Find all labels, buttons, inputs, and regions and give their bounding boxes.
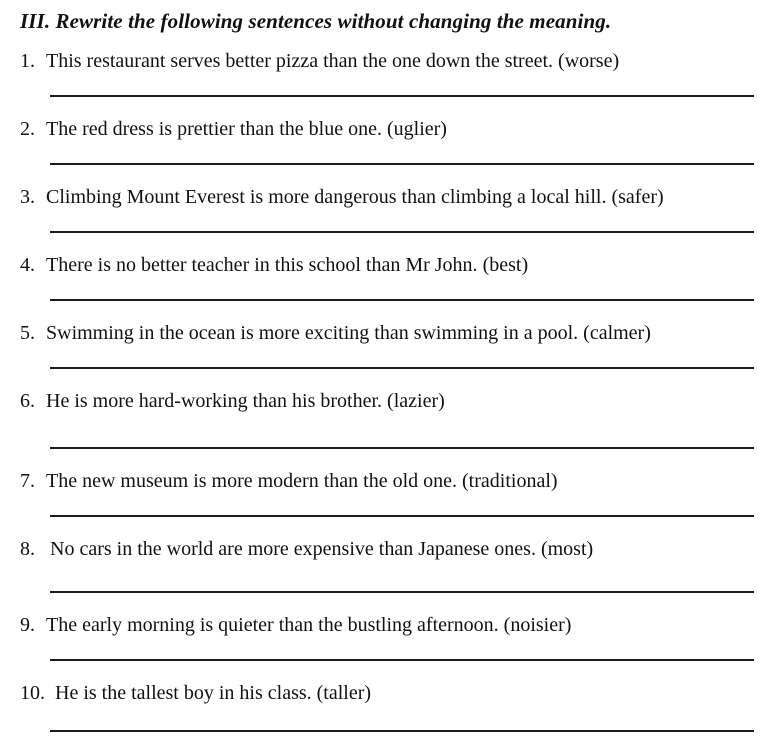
exercise-item-5 xyxy=(20,320,754,369)
sentence-text: The red dress is prettier than the blue one. xyxy=(46,118,382,140)
answer-blank-line-2[interactable] xyxy=(50,163,754,165)
hint-word: (noisier) xyxy=(503,614,572,636)
answer-blank-line-9[interactable] xyxy=(50,659,754,661)
sentence-text: There is no better teacher in this school than Mr John. xyxy=(46,254,478,276)
exercise-item-3 xyxy=(20,184,754,233)
hint-word: (taller) xyxy=(316,682,372,704)
sentence-row xyxy=(20,184,754,211)
item-number: 9. xyxy=(20,614,35,636)
sentence-row xyxy=(20,252,754,279)
hint-word: (most) xyxy=(540,538,594,560)
hint-word: (worse) xyxy=(558,50,620,72)
answer-blank-line-6[interactable] xyxy=(50,447,754,449)
exercise-item-2 xyxy=(20,116,754,165)
sentence-text: The new museum is more modern than the old one. xyxy=(46,470,458,492)
answer-blank-line-7[interactable] xyxy=(50,515,754,517)
sentence-row xyxy=(20,116,754,143)
answer-blank-line-5[interactable] xyxy=(50,367,754,369)
answer-blank-line-1[interactable] xyxy=(50,95,754,97)
exercise-title: III. Rewrite the following sentences without changing the meaning. xyxy=(20,9,612,33)
sentence-text: No cars in the world are more expensive than Japanese ones. xyxy=(50,538,536,560)
sentence-text: He is more hard-working than his brother. xyxy=(46,390,383,412)
exercise-item-10 xyxy=(20,680,754,732)
item-number: 8. xyxy=(20,538,35,560)
item-number: 10. xyxy=(20,682,45,704)
item-number: 3. xyxy=(20,186,35,208)
exercise-item-6 xyxy=(20,388,754,449)
sentence-text: He is the tallest boy in his class. xyxy=(55,682,312,704)
hint-word: (traditional) xyxy=(462,470,558,492)
exercise-item-list xyxy=(20,48,754,732)
exercise-item-1 xyxy=(20,48,754,97)
sentence-text: The early morning is quieter than the bustling afternoon. xyxy=(46,614,499,636)
exercise-item-7 xyxy=(20,468,754,517)
sentence-row xyxy=(20,48,754,75)
sentence-row xyxy=(20,536,754,563)
item-number: 4. xyxy=(20,254,35,276)
sentence-row xyxy=(20,388,754,415)
exercise-item-9 xyxy=(20,612,754,661)
sentence-row xyxy=(20,680,754,707)
sentence-text: Swimming in the ocean is more exciting than swimming in a pool. xyxy=(46,322,579,344)
hint-word: (lazier) xyxy=(387,390,445,412)
sentence-row xyxy=(20,320,754,347)
item-number: 7. xyxy=(20,470,35,492)
answer-blank-line-8[interactable] xyxy=(50,591,754,593)
exercise-item-4 xyxy=(20,252,754,301)
item-number: 2. xyxy=(20,118,35,140)
sentence-text: Climbing Mount Everest is more dangerous than climbing a local hill. xyxy=(46,186,607,208)
sentence-text: This restaurant serves better pizza than the one down the street. xyxy=(46,50,554,72)
answer-blank-line-10[interactable] xyxy=(50,730,754,732)
sentence-row xyxy=(20,468,754,495)
hint-word: (uglier) xyxy=(387,118,447,140)
sentence-row xyxy=(20,612,754,639)
item-number: 5. xyxy=(20,322,35,344)
hint-word: (safer) xyxy=(611,186,664,208)
item-number: 1. xyxy=(20,50,35,72)
hint-word: (calmer) xyxy=(583,322,651,344)
hint-word: (best) xyxy=(482,254,529,276)
exercise-item-8 xyxy=(20,536,754,593)
item-number: 6. xyxy=(20,390,35,412)
answer-blank-line-4[interactable] xyxy=(50,299,754,301)
answer-blank-line-3[interactable] xyxy=(50,231,754,233)
